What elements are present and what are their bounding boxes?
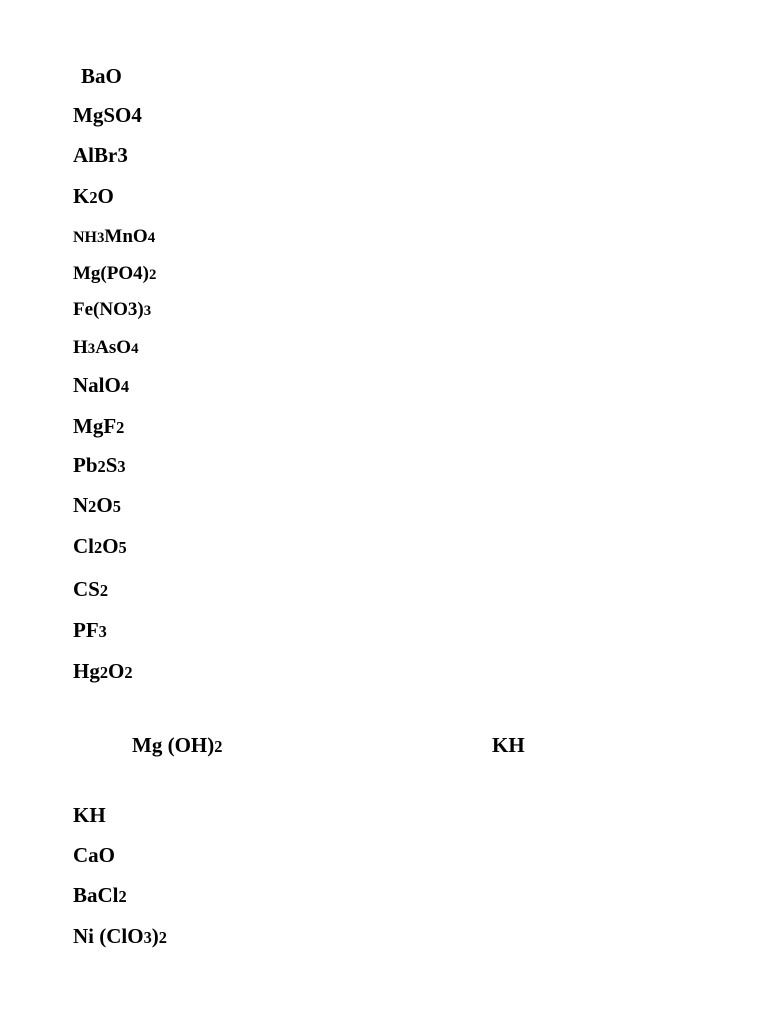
formula-bao: [81, 66, 122, 87]
formula-subscript: 2: [118, 887, 127, 906]
formula-text: H: [73, 337, 88, 358]
formula-mg-oh-2: [132, 735, 222, 756]
formula-nh3mno4: [73, 227, 155, 246]
formula-k2o: [73, 186, 114, 207]
formula-text: Fe(NO3): [73, 299, 144, 320]
formula-text: BaCl: [73, 883, 119, 907]
formula-subscript: 2: [116, 418, 125, 437]
formula-subscript: 4: [120, 377, 130, 396]
formula-text: Cl: [73, 534, 94, 558]
formula-cao: [73, 845, 115, 866]
formula-subscript: 2: [158, 928, 167, 947]
formula-text: O: [97, 184, 114, 208]
formula-subscript: 3: [117, 457, 126, 476]
formula-text: KH: [73, 803, 106, 827]
formula-nalo4: [73, 375, 129, 396]
formula-subscript: 3: [143, 303, 152, 319]
formula-subscript: 5: [112, 497, 121, 516]
formula-mgso4: [73, 105, 142, 126]
formula-fe-no3-3: [73, 300, 151, 319]
formula-mgf2: [73, 416, 124, 437]
formula-subscript: 4: [147, 230, 156, 246]
formula-text: N: [73, 493, 89, 517]
formula-text: AsO: [95, 337, 132, 358]
formula-subscript: 2: [148, 267, 157, 283]
formula-subscript: 2: [94, 538, 103, 557]
formula-text: Mg(PO4): [73, 263, 149, 284]
formula-text: CS: [73, 577, 100, 601]
formula-text: Pb: [73, 453, 98, 477]
formula-subscript: 2: [99, 581, 109, 600]
formula-text: Mg (OH): [132, 733, 215, 757]
formula-pf3: [73, 620, 107, 641]
formula-text: O: [108, 659, 125, 683]
formula-text: NalO: [73, 373, 121, 397]
formula-text: ): [151, 924, 159, 948]
formula-albr3: [73, 145, 128, 166]
formula-text: AlBr3: [73, 143, 128, 167]
formula-hg2o2: [73, 661, 133, 682]
formula-subscript: 2: [124, 663, 133, 682]
formula-text: O: [96, 493, 113, 517]
formula-text: K: [73, 184, 90, 208]
formula-subscript: 2: [88, 497, 97, 516]
formula-text: Ni (ClO: [73, 924, 144, 948]
formula-cl2o5: [73, 536, 127, 557]
formula-kh: [73, 805, 106, 826]
formula-text: Hg: [73, 659, 100, 683]
formula-subscript: 2: [89, 188, 98, 207]
formula-text: MgF: [73, 414, 117, 438]
formula-text: MgSO4: [73, 103, 142, 127]
formula-pb2s3: [73, 455, 126, 476]
formula-subscript: 3: [98, 622, 107, 641]
formula-mg-po4-2: [73, 264, 156, 283]
formula-text: S: [105, 453, 118, 477]
formula-text: MnO: [104, 226, 148, 247]
formula-subscript: 4: [131, 341, 139, 357]
formula-cs2: [73, 579, 108, 600]
formula-text: O: [102, 534, 119, 558]
formula-bacl2: [73, 885, 127, 906]
formula-text: KH: [492, 733, 525, 757]
formula-n2o5: [73, 495, 121, 516]
formula-subscript: 3: [143, 928, 152, 947]
formula-h3aso4: [73, 338, 139, 357]
formula-text: NH: [73, 229, 97, 246]
formula-kh-right: [492, 735, 525, 756]
formula-text: BaO: [81, 64, 122, 88]
formula-subscript: 2: [97, 457, 106, 476]
formula-subscript: 3: [97, 230, 105, 246]
formula-subscript: 2: [214, 737, 223, 756]
formula-subscript: 5: [118, 538, 127, 557]
formula-ni-clo3-2: [73, 926, 167, 947]
formula-text: CaO: [73, 843, 115, 867]
formula-subscript: 3: [87, 341, 96, 357]
formula-subscript: 2: [99, 663, 109, 682]
formula-text: PF: [73, 618, 99, 642]
